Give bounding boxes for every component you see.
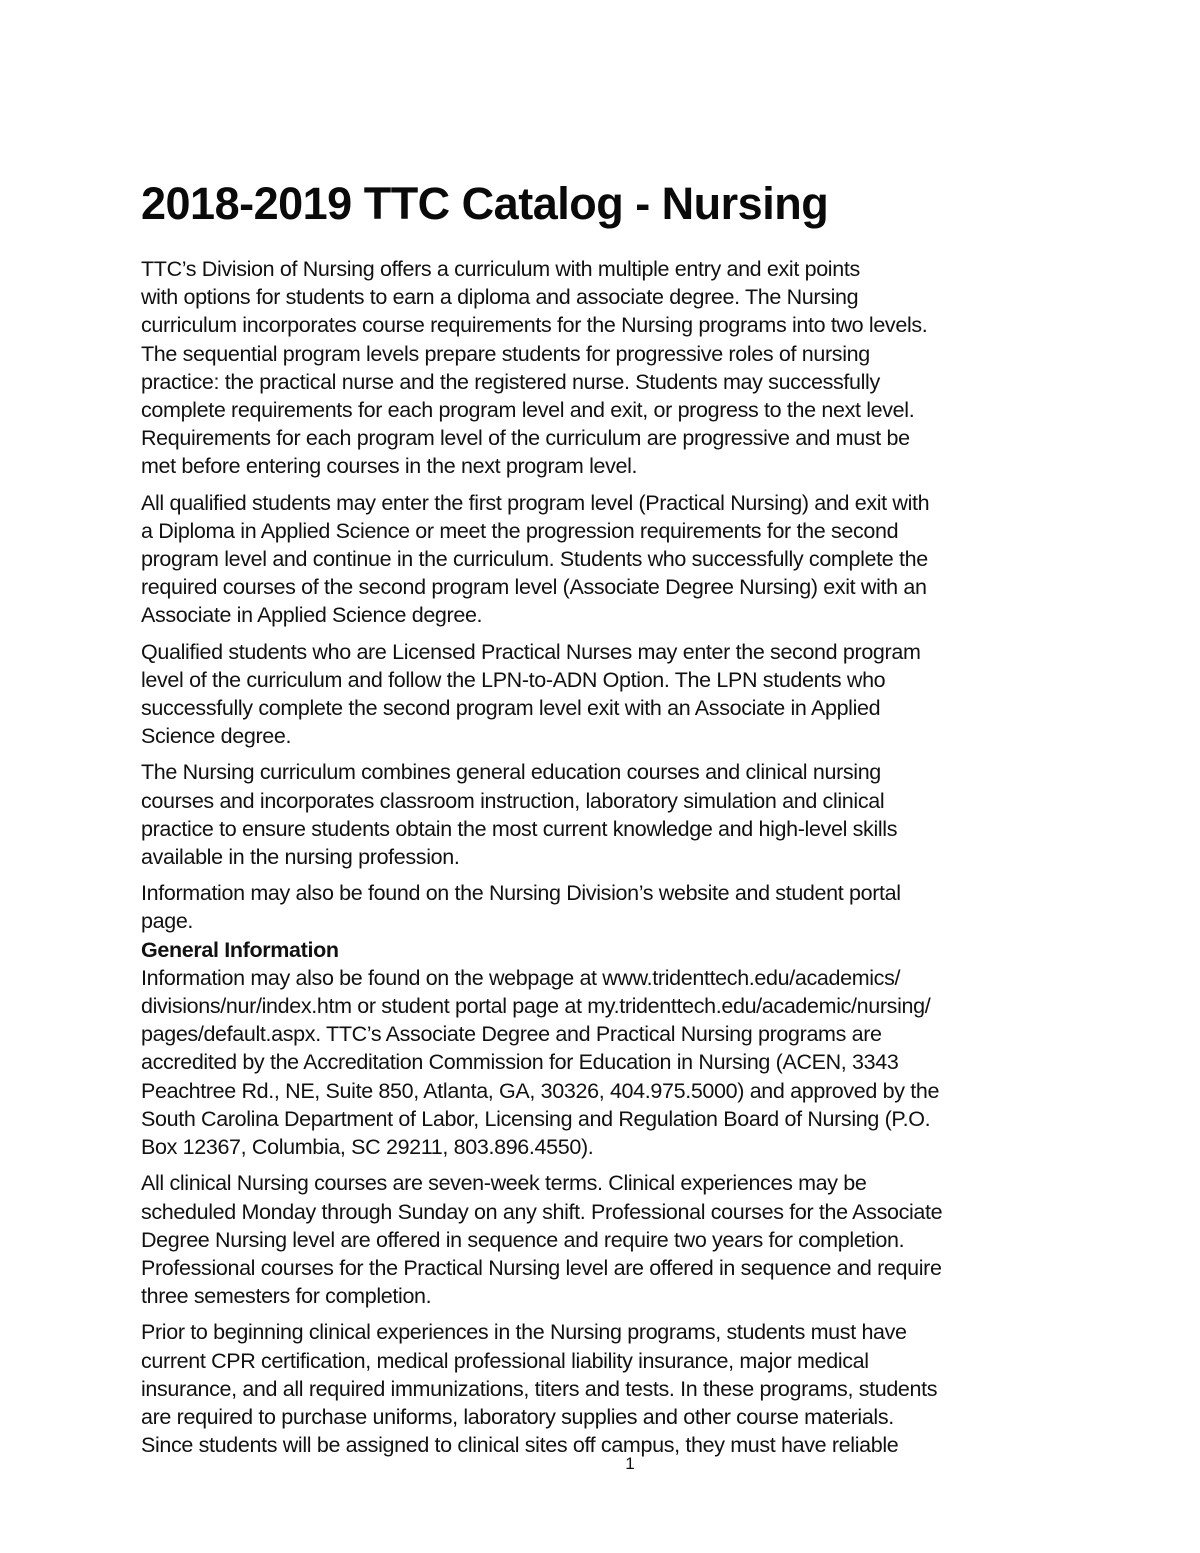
text-line: courses and incorporates classroom instruction, laboratory simulation and clinical: [141, 788, 885, 813]
text-line: All qualified students may enter the first program level (Practical Nursing) and exit with: [141, 490, 930, 515]
paragraph-accreditation: [141, 964, 1071, 1161]
text-line: Information may also be found on the webpage at www.tridenttech.edu/academics/: [141, 965, 901, 990]
section-heading: General Information: [141, 937, 339, 962]
paragraph-clinical-requirements: [141, 1318, 1071, 1459]
paragraph-program-levels: [141, 489, 1071, 630]
text-line: The Nursing curriculum combines general education courses and clinical nursing: [141, 760, 881, 785]
text-line: TTC’s Division of Nursing offers a curriculum with multiple entry and exit points: [141, 257, 860, 281]
text-line: practice to ensure students obtain the most current knowledge and high-level skills: [141, 816, 898, 841]
text-line: Associate in Applied Science degree.: [141, 603, 483, 628]
text-line: pages/default.aspx. TTC’s Associate Degree and Practical Nursing programs are: [141, 1022, 882, 1047]
text-line: curriculum incorporates course requirements for the Nursing programs into two levels.: [141, 313, 928, 338]
text-line: scheduled Monday through Sunday on any shift. Professional courses for the Associate: [141, 1199, 943, 1224]
text-line: Science degree.: [141, 724, 292, 749]
text-line: The sequential program levels prepare students for progressive roles of nursing: [141, 341, 870, 366]
text-line: available in the nursing profession.: [141, 845, 460, 870]
paragraph-lpn-option: [141, 638, 1071, 751]
text-line: Peachtree Rd., NE, Suite 850, Atlanta, GA, 30326, 404.975.5000) and approved by the: [141, 1078, 940, 1103]
text-line: with options for students to earn a diploma and associate degree. The Nursing: [141, 285, 859, 310]
text-line: met before entering courses in the next program level.: [141, 454, 638, 479]
document-body: [141, 255, 1071, 1467]
text-line: Box 12367, Columbia, SC 29211, 803.896.4550).: [141, 1135, 594, 1160]
text-line: insurance, and all required immunizations, titers and tests. In these programs, students: [141, 1376, 938, 1401]
text-line: program level and continue in the curriculum. Students who successfully complete the: [141, 547, 928, 572]
text-line: complete requirements for each program level and exit, or progress to the next level.: [141, 398, 915, 423]
text-line: required courses of the second program level (Associate Degree Nursing) exit with an: [141, 575, 927, 600]
text-line: Qualified students who are Licensed Practical Nurses may enter the second program: [141, 639, 921, 664]
text-line: practice: the practical nurse and the registered nurse. Students may successfully: [141, 369, 880, 394]
paragraph-clinical-schedule: [141, 1169, 1071, 1310]
text-line: divisions/nur/index.htm or student portal page at my.tridenttech.edu/academic/nursing/: [141, 994, 931, 1019]
paragraph-curriculum: [141, 758, 1071, 871]
text-line: All clinical Nursing courses are seven-week terms. Clinical experiences may be: [141, 1171, 867, 1196]
text-line: accredited by the Accreditation Commission for Education in Nursing (ACEN, 3343: [141, 1050, 899, 1075]
text-line: Since students will be assigned to clinical sites off campus, they must have reliable: [141, 1433, 899, 1458]
text-line: a Diploma in Applied Science or meet the progression requirements for the second: [141, 518, 899, 543]
text-line: level of the curriculum and follow the LPN-to-ADN Option. The LPN students who: [141, 667, 886, 692]
general-information-section: [141, 936, 1071, 1460]
document-title: 2018-2019 TTC Catalog - Nursing: [141, 178, 829, 229]
text-line: Prior to beginning clinical experiences in the Nursing programs, students must have: [141, 1320, 907, 1345]
text-line: South Carolina Department of Labor, Licensing and Regulation Board of Nursing (P.O.: [141, 1106, 931, 1131]
paragraph-overview: [141, 255, 1071, 481]
text-line: Degree Nursing level are offered in sequence and require two years for completion.: [141, 1227, 905, 1252]
paragraph-website-info: [141, 879, 1071, 935]
text-line: are required to purchase uniforms, laboratory supplies and other course materials.: [141, 1404, 894, 1429]
text-line: current CPR certification, medical professional liability insurance, major medical: [141, 1348, 869, 1373]
text-line: Requirements for each program level of the curriculum are progressive and must be: [141, 426, 910, 451]
text-line: Professional courses for the Practical Nursing level are offered in sequence and require: [141, 1255, 942, 1280]
text-line: Information may also be found on the Nursing Division’s website and student portal: [141, 881, 901, 906]
text-line: successfully complete the second program level exit with an Associate in Applied: [141, 696, 881, 721]
text-line: page.: [141, 909, 194, 934]
text-line: three semesters for completion.: [141, 1284, 432, 1309]
page-number: 1: [625, 1454, 635, 1473]
